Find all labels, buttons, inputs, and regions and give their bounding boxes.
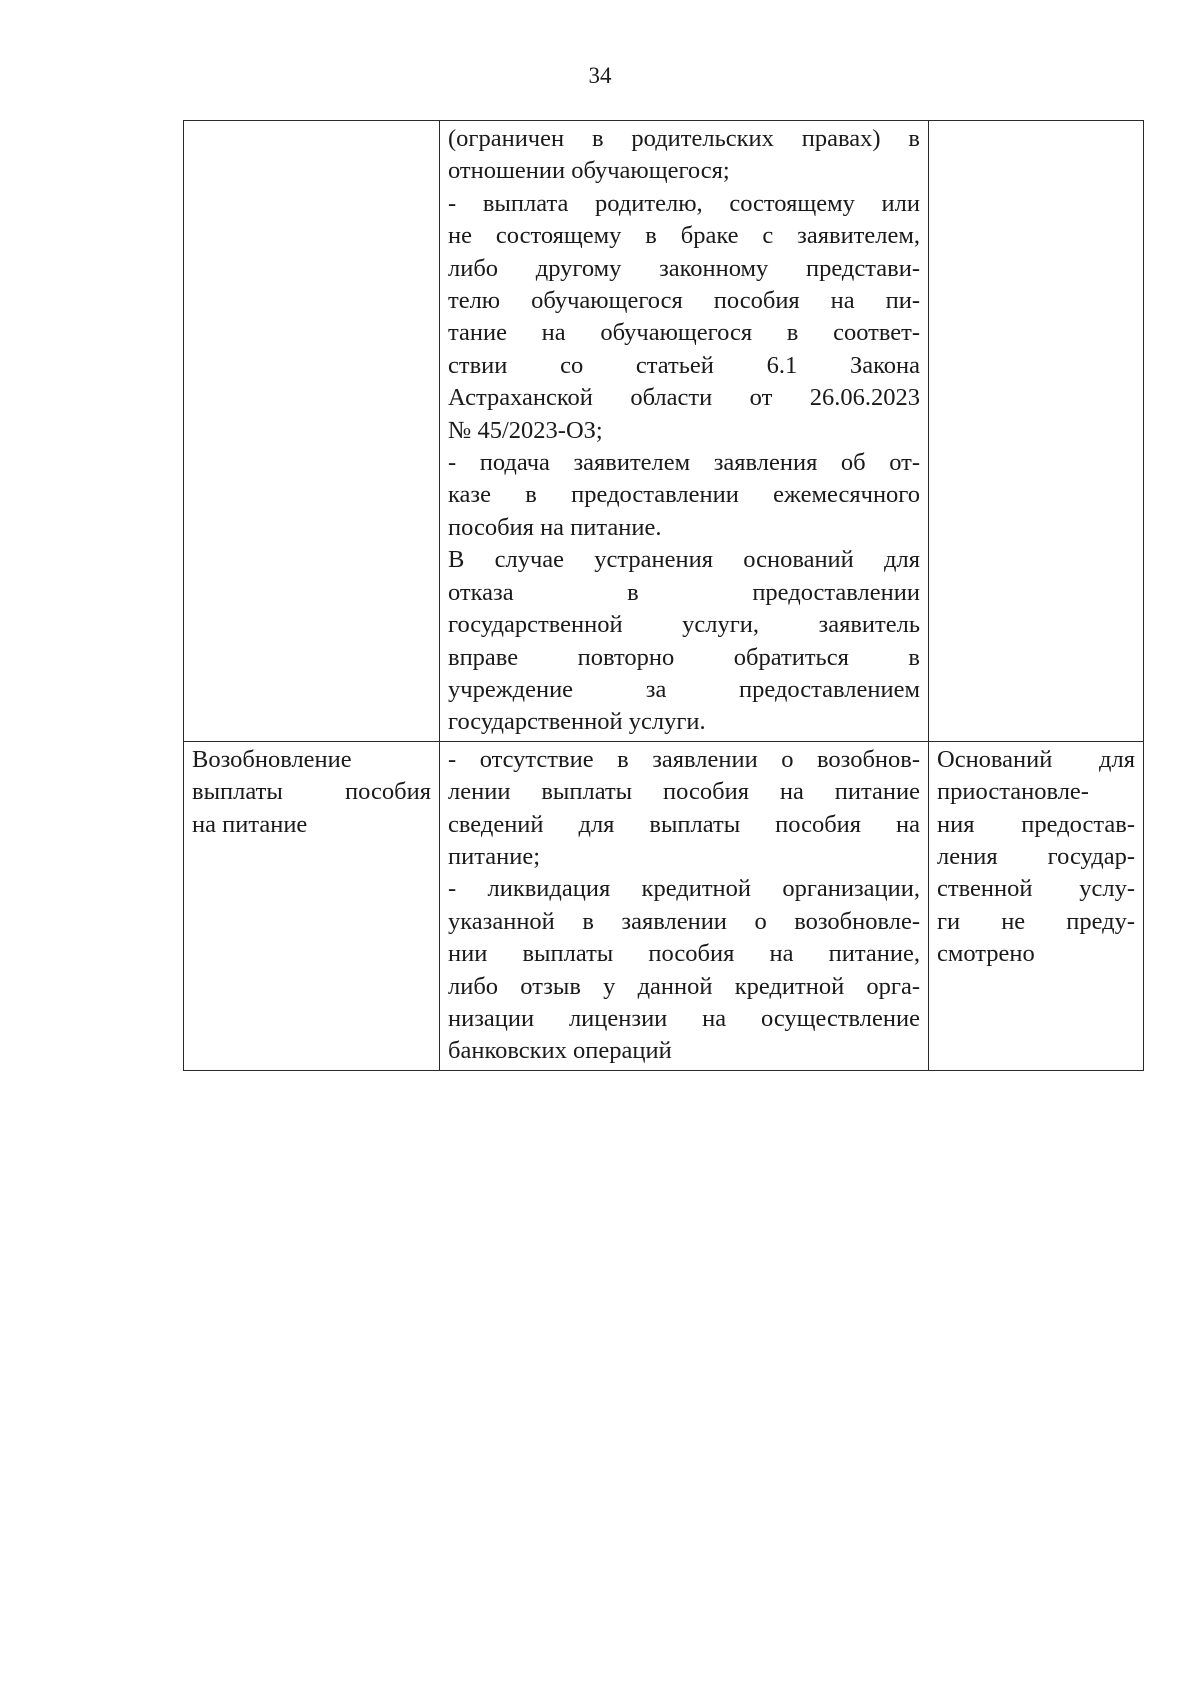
cell-text-line: банковских операций [448, 1037, 672, 1065]
document-table [183, 120, 1144, 1071]
cell-text-line: В случае устранения оснований для [448, 546, 920, 574]
cell-text-line: (ограничен в родительских правах) в [448, 125, 920, 152]
cell-text-line: - выплата родителю, состоящему или [448, 189, 920, 217]
table-row [184, 121, 1144, 742]
cell-text-line: низации лицензии на осуществление [448, 1004, 920, 1032]
cell-text-line: либо другому законному представи- [448, 254, 920, 282]
cell-text-line: отказа в предоставлении [448, 578, 920, 606]
cell-text-line: ственной услу- [937, 875, 1135, 903]
page-number: 34 [588, 63, 612, 88]
cell-text-line: смотрено [937, 940, 1035, 968]
cell-text-line: на питание [192, 810, 308, 838]
cell-text-line: тание на обучающегося в соответ- [448, 319, 920, 347]
cell-text-line: Оснований для [937, 745, 1135, 773]
cell-text-line: ствии со статьей 6.1 Закона [448, 351, 920, 379]
cell-text-line: Возобновление [192, 745, 352, 773]
cell-text-line: телю обучающегося пособия на пи- [448, 287, 920, 315]
cell-text-line: № 45/2023-ОЗ; [448, 416, 603, 444]
table-row [184, 741, 1144, 1070]
cell-text-line: учреждение за предоставлением [448, 675, 920, 703]
cell-text-line: сведений для выплаты пособия на [448, 810, 920, 838]
cell-text-line: ги не преду- [937, 907, 1135, 935]
cell-text-line: указанной в заявлении о возобновле- [448, 907, 920, 935]
cell-text-line: питание; [448, 842, 541, 870]
cell-text-line: - подача заявителем заявления об от- [448, 449, 920, 477]
cell-text-line: не состоящему в браке с заявителем, [448, 222, 920, 250]
cell-text-line: государственной услуги, заявитель [448, 611, 920, 639]
cell-text-line: лении выплаты пособия на питание [448, 778, 920, 806]
cell-text-line: отношении обучающегося; [448, 157, 730, 185]
cell-text-line: государственной услуги. [448, 708, 706, 736]
table-cell-refusal-grounds [440, 741, 929, 1070]
table-cell-refusal-grounds [440, 121, 929, 742]
cell-text-line: казе в предоставлении ежемесячного [448, 481, 920, 509]
cell-text-line: либо отзыв у данной кредитной орга- [448, 972, 920, 1000]
table-cell-suspension-grounds [929, 741, 1144, 1070]
cell-text-line: - ликвидация кредитной организации, [448, 875, 920, 903]
table-cell-suspension-grounds [929, 121, 1144, 742]
cell-text-line: нии выплаты пособия на питание, [448, 940, 920, 968]
cell-text-line: ния предостав- [937, 810, 1135, 838]
table-cell-service-name [184, 741, 440, 1070]
cell-text-line: вправе повторно обратиться в [448, 643, 920, 671]
cell-text-line: приостановле- [937, 778, 1089, 806]
cell-text-line: Астраханской области от 26.06.2023 [448, 384, 920, 412]
cell-text-line: выплаты пособия [192, 778, 431, 806]
table-cell-service-name [184, 121, 440, 742]
cell-text-line: - отсутствие в заявлении о возобнов- [448, 745, 920, 773]
cell-text-line: ления государ- [937, 842, 1135, 870]
cell-text-line: пособия на питание. [448, 513, 662, 541]
